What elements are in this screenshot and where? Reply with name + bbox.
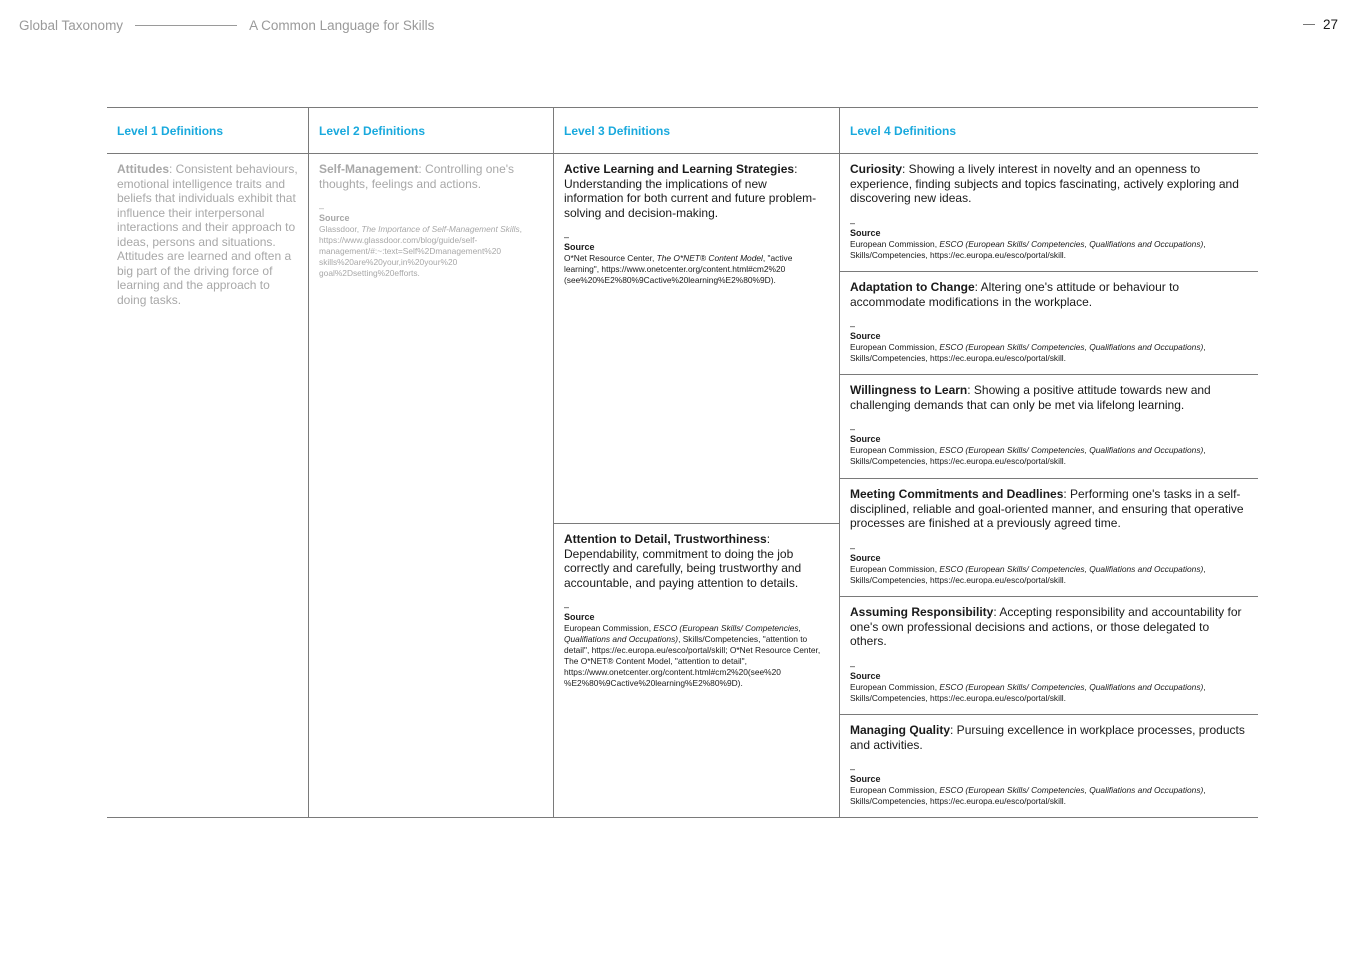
header-level-3: Level 3 Definitions <box>553 108 839 153</box>
level-2-column <box>308 154 553 817</box>
level-4-cell: Willingness to Learn: Showing a positive attitude towards new and challenging demands that can only be met via lifelong learning. – Source European Commission, ESCO (European Skills/ Competencies, Qualifiations and Occupations), Skills/Competencies, https://ec.europa.eu/esco/portal/skill. <box>840 375 1258 479</box>
source-citation: European Commission, ESCO (European Skills/ Competencies, Qualifiations and Occupations), Skills/Competencies, https://ec.europa.eu/esco/portal/skill. <box>850 445 1206 466</box>
level-4-cell: Managing Quality: Pursuing excellence in workplace processes, products and activities. – Source European Commission, ESCO (European Skills/ Competencies, Qualifiations and Occupations), Skills/Competencies, https://ec.europa.eu/esco/portal/skill. <box>840 715 1258 817</box>
source-label: Source <box>564 612 595 622</box>
level-1-cell <box>107 154 308 307</box>
source-citation: European Commission, ESCO (European Skills/ Competencies, Qualifiations and Occupations), Skills/Competencies, https://ec.europa.eu/esco/portal/skill. <box>850 681 1206 703</box>
level-2-cell <box>309 154 553 279</box>
header-level-2: Level 2 Definitions <box>308 108 553 153</box>
source-citation: European Commission, ESCO (European Skills/ Competencies, Qualifiations and Occupations), Skills/Competencies, https://ec.europa.eu/esco/portal/skill. <box>850 342 1206 363</box>
source-label: Source <box>850 227 881 238</box>
source-citation: European Commission, ESCO (European Skills/ Competencies, Qualifiations and Occupations), Skills/Competencies, https://ec.europa.eu/esco/portal/skill. <box>850 563 1206 585</box>
source-dash: – <box>850 424 856 434</box>
source-label: Source <box>850 670 881 681</box>
level-3-cell: Active Learning and Learning Strategies: Understanding the implications of new information for both current and future problem-solving and decision-making. – Source O*Net Resource Center, The O*NET® Content Model, "active learning", https://www.onetcenter.org/content.html#cm2%20 (see%20%E2%80%9Cactive%20learning%E2%80%9D). <box>554 154 839 524</box>
level-4-name: Adaptation to Change <box>850 280 975 294</box>
level-4-column <box>839 154 1258 817</box>
page-number: 27 <box>1322 17 1338 32</box>
source-dash: – <box>850 217 856 228</box>
level-2-name: Self-Management <box>319 162 419 176</box>
source-citation: European Commission, ESCO (European Skills/ Competencies, Qualifiations and Occupations), Skills/Competencies, https://ec.europa.eu/esco/portal/skill. <box>850 785 1206 806</box>
source-dash: – <box>319 203 325 213</box>
source-citation: European Commission, ESCO (European Skills/ Competencies, Qualifiations and Occupations), Skills/Competencies, "attention to detail", https://ec.europa.eu/esco/portal/skill; O*Net Resource Center, The O*NET® Content Model, "attention to detail", https://www.onetcenter.org/content.html#cm2%20(see%20 %E2%80%9Cactive%20learning%E2%80%9D). <box>564 623 821 688</box>
level-4-cell: Adaptation to Change: Altering one's attitude or behaviour to accommodate modifications in the workplace. – Source European Commission, ESCO (European Skills/ Competencies, Qualifiations and Occupations), Skills/Competencies, https://ec.europa.eu/esco/portal/skill. <box>840 272 1258 375</box>
definitions-table <box>107 107 1258 818</box>
source-label: Source <box>850 552 881 563</box>
source-dash: – <box>564 602 570 612</box>
level-4-name: Assuming Responsibility <box>850 605 994 619</box>
level-1-column <box>107 154 308 817</box>
level-3-cell: Attention to Detail, Trustworthiness: Dependability, commitment to doing the job correctly and carefully, being trustworthy and accountable, and paying attention to details. – Source European Commission, ESCO (European Skills/ Competencies, Qualifiations and Occupations), Skills/Competencies, "attention to detail", https://ec.europa.eu/esco/portal/skill; O*Net Resource Center, The O*NET® Content Model, "attention to detail", https://www.onetcenter.org/content.html#cm2%20(see%20 %E2%80%9Cactive%20learning%E2%80%9D). <box>554 524 839 689</box>
header-divider <box>135 25 237 26</box>
level-3-name: Active Learning and Learning Strategies <box>564 162 795 176</box>
source-dash: – <box>850 660 856 671</box>
level-3-name: Attention to Detail, Trustworthiness <box>564 532 767 546</box>
table-header <box>107 108 1258 154</box>
page-number-dash <box>1303 24 1315 25</box>
source-citation: O*Net Resource Center, The O*NET® Content Model, "active learning", https://www.onetcenter.org/content.html#cm2%20 (see%20%E2%80%9Cactive%20learning%E2%80%9D). <box>564 253 793 285</box>
level-4-name: Willingness to Learn <box>850 383 968 397</box>
source-label: Source <box>319 213 350 223</box>
level-2-text: : Controlling one's thoughts, feelings and actions. <box>319 162 515 191</box>
source-label: Source <box>850 331 881 341</box>
level-4-cell: Meeting Commitments and Deadlines: Performing one's tasks in a self-disciplined, reliable and goal-oriented manner, and ensuring that operative processes are finished at a previously agreed time. – Source European Commission, ESCO (European Skills/ Competencies, Qualifiations and Occupations), Skills/Competencies, https://ec.europa.eu/esco/portal/skill. <box>840 479 1258 597</box>
source-citation: Glassdoor, The Importance of Self-Management Skills, https://www.glassdoor.com/blog/guide/self-management/#:~:text=Self%2Dmanagement%20 skills%20are%20your,in%20your%20 goal%2Dsetting%20efforts. <box>319 224 522 278</box>
level-4-cell: Curiosity: Showing a lively interest in novelty and an openness to experience, finding subjects and topics fascinating, actively exploring and discovering new ideas. – Source European Commission, ESCO (European Skills/ Competencies, Qualifiations and Occupations), Skills/Competencies, https://ec.europa.eu/esco/portal/skill. <box>840 154 1258 272</box>
section-title: A Common Language for Skills <box>249 18 435 33</box>
table-body <box>107 154 1258 817</box>
page-number-block <box>1303 17 1338 32</box>
doc-title: Global Taxonomy <box>19 18 124 33</box>
header-level-1: Level 1 Definitions <box>117 124 224 138</box>
level-3-column <box>553 154 839 817</box>
source-dash: – <box>850 542 856 553</box>
level-4-name: Curiosity <box>850 162 903 176</box>
source-dash: – <box>850 321 856 331</box>
source-label: Source <box>850 434 881 444</box>
level-4-cell: Assuming Responsibility: Accepting responsibility and accountability for one's own professional decisions and actions, or those delegated to others. – Source European Commission, ESCO (European Skills/ Competencies, Qualifiations and Occupations), Skills/Competencies, https://ec.europa.eu/esco/portal/skill. <box>840 597 1258 715</box>
level-4-name: Meeting Commitments and Deadlines <box>850 487 1064 501</box>
level-1-name: Attitudes <box>117 162 169 176</box>
running-header <box>19 18 434 33</box>
header-level-4: Level 4 Definitions <box>839 108 1258 153</box>
level-4-name: Managing Quality <box>850 723 951 737</box>
source-citation: European Commission, ESCO (European Skills/ Competencies, Qualifiations and Occupations), Skills/Competencies, https://ec.europa.eu/esco/portal/skill. <box>850 238 1206 260</box>
source-label: Source <box>564 242 595 252</box>
source-label: Source <box>850 774 881 784</box>
source-dash: – <box>564 232 570 242</box>
level-1-text: : Consistent behaviours, emotional intelligence traits and beliefs that individuals exhibit that influence their interpersonal interactions and their approach to ideas, persons and situations. Attitudes are learned and often a big part of the driving force of learning and the approach to doing tasks. <box>117 162 298 307</box>
source-dash: – <box>850 764 856 774</box>
